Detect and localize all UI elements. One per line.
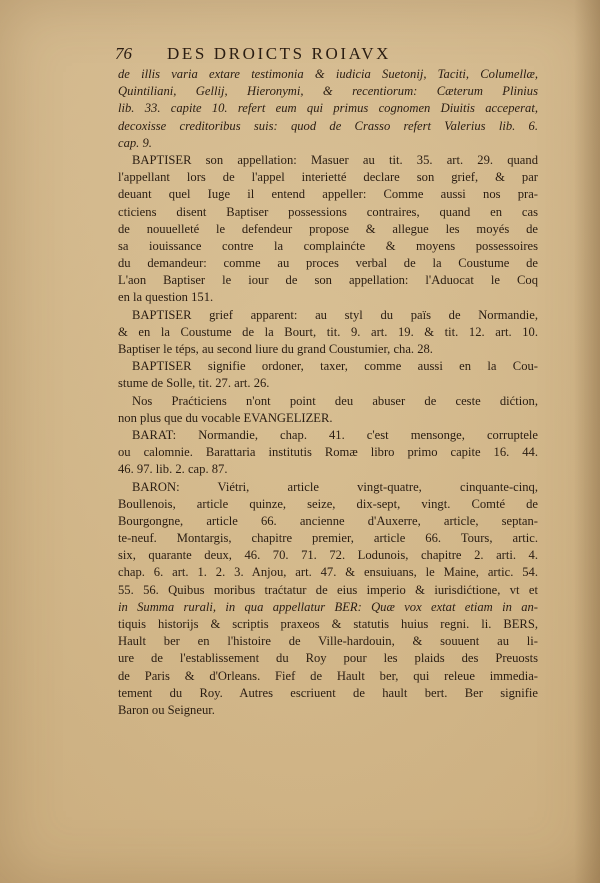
- text-line: de nouuelleté le defendeur propose & allegue les moyés de: [118, 221, 538, 236]
- text-line: Hault ber en l'histoire de Ville-hardouin, & souuent au li-: [118, 634, 538, 649]
- text-line: in Summa rurali, in qua appellatur BER: Quæ vox extat etiam in an-: [118, 599, 538, 614]
- page-header: [115, 44, 538, 64]
- text-line: decoxisse creditoribus suis: quod de Crasso refert Valerius lib. 6.: [118, 118, 538, 133]
- text-line: 55. 56. Quibus moribus traćtatur de eius imperio & iurisdićtione, vt et: [118, 582, 538, 597]
- running-title: DES DROICTS ROIAVX: [167, 44, 392, 63]
- text-line: de Paris & d'Orleans. Fief de Hault ber, qui releue immedia-: [118, 668, 538, 683]
- text-line: Nos Praćticiens n'ont point deu abuser de ceste dićtion,: [132, 393, 538, 408]
- text-line: Baron ou Seigneur.: [118, 702, 215, 717]
- text-line: BAPTISER grief apparent: au styl du païs de Normandie,: [132, 307, 538, 322]
- text-line: en la question 151.: [118, 290, 214, 305]
- text-line: chap. 6. art. 1. 2. 3. Anjou, art. 47. & ensuiuans, le Maine, artic. 54.: [118, 565, 538, 580]
- text-line: ure de l'establissement du Roy pour les plaids des Preuosts: [118, 651, 538, 666]
- text-line: deuant quel Iuge il entend appeller: Comme aussi nos pra-: [118, 187, 538, 202]
- text-line: Boullenois, article quinze, seize, dix-sept, vingt. Comté de: [118, 496, 538, 511]
- page-number: 76: [115, 44, 132, 63]
- text-line: de illis varia extare testimonia & iudicia Suetonij, Taciti, Columellæ,: [118, 67, 538, 81]
- text-line: sa iouissance contre la complainćte & moyens possessoires: [118, 238, 538, 253]
- page-gutter-shadow: [574, 0, 600, 883]
- text-line: Bourgongne, article 66. ancienne d'Auxerre, article, septan-: [118, 513, 538, 528]
- text-line: L'aon Baptiser le iour de son appellation: l'Aduocat le Coq: [118, 273, 538, 288]
- text-line: cap. 9.: [118, 135, 152, 150]
- text-line: BARAT: Normandie, chap. 41. c'est mensonge, corruptele: [132, 427, 538, 442]
- text-line: l'appellant lors de l'appel interietté declare son grief, & par: [118, 170, 538, 185]
- body-text: [118, 66, 538, 719]
- text-block: [115, 44, 538, 719]
- text-line: stume de Solle, tit. 27. art. 26.: [118, 376, 270, 391]
- text-line: tement du Roy. Autres escriuent de hault bert. Ber signifie: [118, 685, 538, 700]
- text-line: BAPTISER signifie ordoner, taxer, comme aussi en la Cou-: [132, 359, 538, 374]
- text-line: BAPTISER son appellation: Masuer au tit. 35. art. 29. quand: [132, 152, 538, 167]
- text-line: 46. 97. lib. 2. cap. 87.: [118, 462, 228, 477]
- text-line: Baptiser le téps, au second liure du grand Coustumier, cha. 28.: [118, 342, 433, 356]
- text-line: non plus que du vocable EVANGELIZER.: [118, 410, 333, 425]
- text-line: & en la Coustume de la Bourt, tit. 9. art. 19. & tit. 12. art. 10.: [118, 324, 538, 339]
- text-line: Quintiliani, Gellij, Hieronymi, & recentiorum: Cæterum Plinius: [118, 84, 538, 99]
- text-line: BARON: Viétri, article vingt-quatre, cinquante-cinq,: [132, 479, 538, 494]
- text-line: six, quarante deux, 46. 70. 71. 72. Lodunois, chapitre 2. arti. 4.: [118, 548, 538, 563]
- text-line: cticiens disent Baptiser possessions contraires, quand en cas: [118, 204, 538, 219]
- text-line: te-neuf. Montargis, chapitre premier, article 66. Tours, artic.: [118, 531, 538, 546]
- text-line: du demandeur: comme au proces verbal de la Coustume de: [118, 256, 538, 271]
- text-line: lib. 33. capite 10. refert eum qui primus cognomen Diuitis acceperat,: [118, 101, 538, 116]
- text-line: ou calomnie. Barattaria institutis Romæ libro primo capite 16. 44.: [118, 445, 538, 460]
- text-line: tiquis historijs & scriptis praxeos & statutis huius regni. li. BERS,: [118, 617, 538, 631]
